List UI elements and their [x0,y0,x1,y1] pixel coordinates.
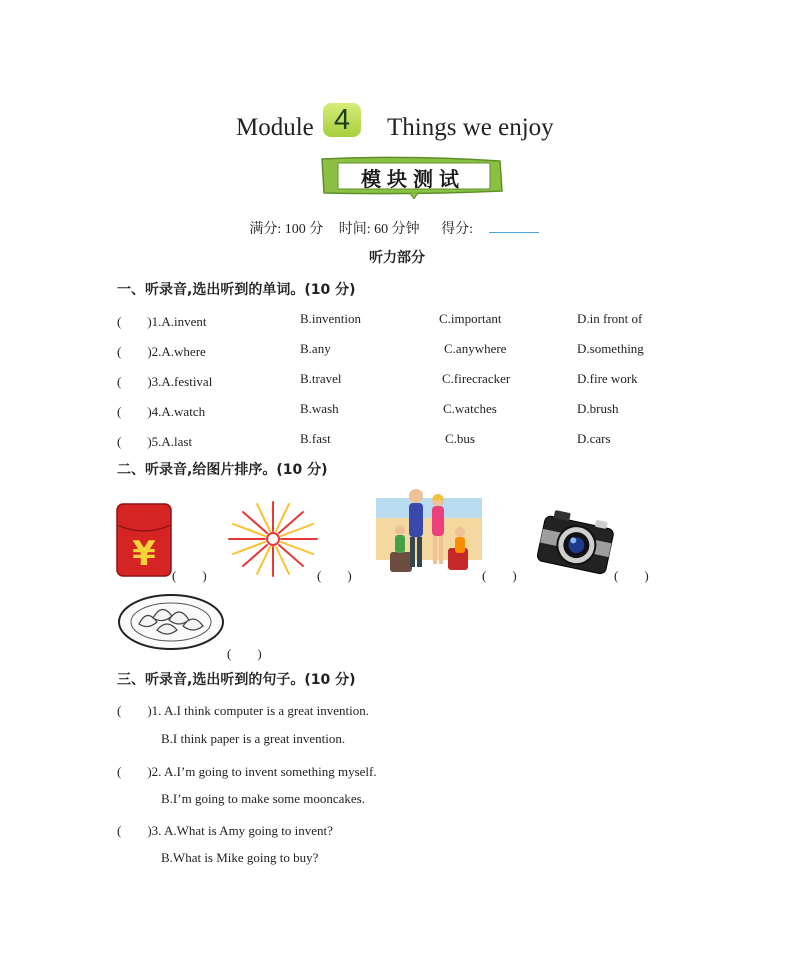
s1-q4-b: B.wash [300,401,339,416]
s1-q5-d: D.cars [577,431,611,446]
s2-paren-5: ( ) [227,646,262,661]
exam-meta [0,218,794,238]
s1-q2-b: B.any [300,341,331,356]
red-envelope-icon [116,503,172,577]
yuan-symbol: ¥ [132,534,156,574]
s1-q5: ( )5.A.last [117,434,193,449]
s1-q2: ( )2.A.where [117,344,206,359]
fireworks-icon [227,500,319,578]
banner-label: 模块测试 [361,166,465,191]
s3-q3-b: B.What is Mike going to buy? [161,850,319,865]
s1-q4-d: D.brush [577,401,619,416]
dumplings-icon [117,590,225,652]
score-blank[interactable] [489,232,539,233]
s1-q2-c: C.anywhere [444,341,507,356]
section1-title: 一、听录音,选出听到的单词。(10 分) [117,282,356,298]
s1-q3-b: B.travel [300,371,342,386]
s1-q1-d: D.in front of [577,311,643,326]
full-score: 满分: 100 分 [249,222,324,237]
camera-icon [537,506,615,578]
s3-q1-a: ( )1. A.I think computer is a great invention. [117,703,370,718]
s2-paren-4: ( ) [614,568,649,583]
s1-q2-d: D.something [577,341,644,356]
section2-title: 二、听录音,给图片排序。(10 分) [117,462,328,478]
s2-paren-3: ( ) [482,568,517,583]
module-number-badge: 4 [323,103,361,137]
s1-q5-c: C.bus [445,431,475,446]
s2-paren-1: ( ) [172,568,207,583]
s1-q3-c: C.firecracker [442,371,511,386]
page-title: Things we enjoy [387,114,554,141]
s1-q4-c: C.watches [443,401,497,416]
s3-q3-a: ( )3. A.What is Amy going to invent? [117,823,333,838]
score-label: 得分: [435,222,544,237]
s1-q5-b: B.fast [300,431,331,446]
s3-q1-b: B.I think paper is a great invention. [161,731,346,746]
s2-paren-2: ( ) [317,568,352,583]
s1-q1-b: B.invention [300,311,362,326]
family-travel-icon [376,486,482,578]
time-limit: 时间: 60 分钟 [338,222,420,237]
section3-title: 三、听录音,选出听到的句子。(10 分) [117,672,356,688]
module-word: Module [236,114,314,141]
s1-q1-c: C.important [439,311,502,326]
s3-q2-b: B.I’m going to make some mooncakes. [161,791,365,806]
s1-q3: ( )3.A.festival [117,374,213,389]
s3-q2-a: ( )2. A.I’m going to invent something myself. [117,764,377,779]
s1-q4: ( )4.A.watch [117,404,206,419]
s1-q1: ( )1.A.invent [117,314,207,329]
part-title: 听力部分 [369,250,425,266]
s1-q3-d: D.fire work [577,371,638,386]
